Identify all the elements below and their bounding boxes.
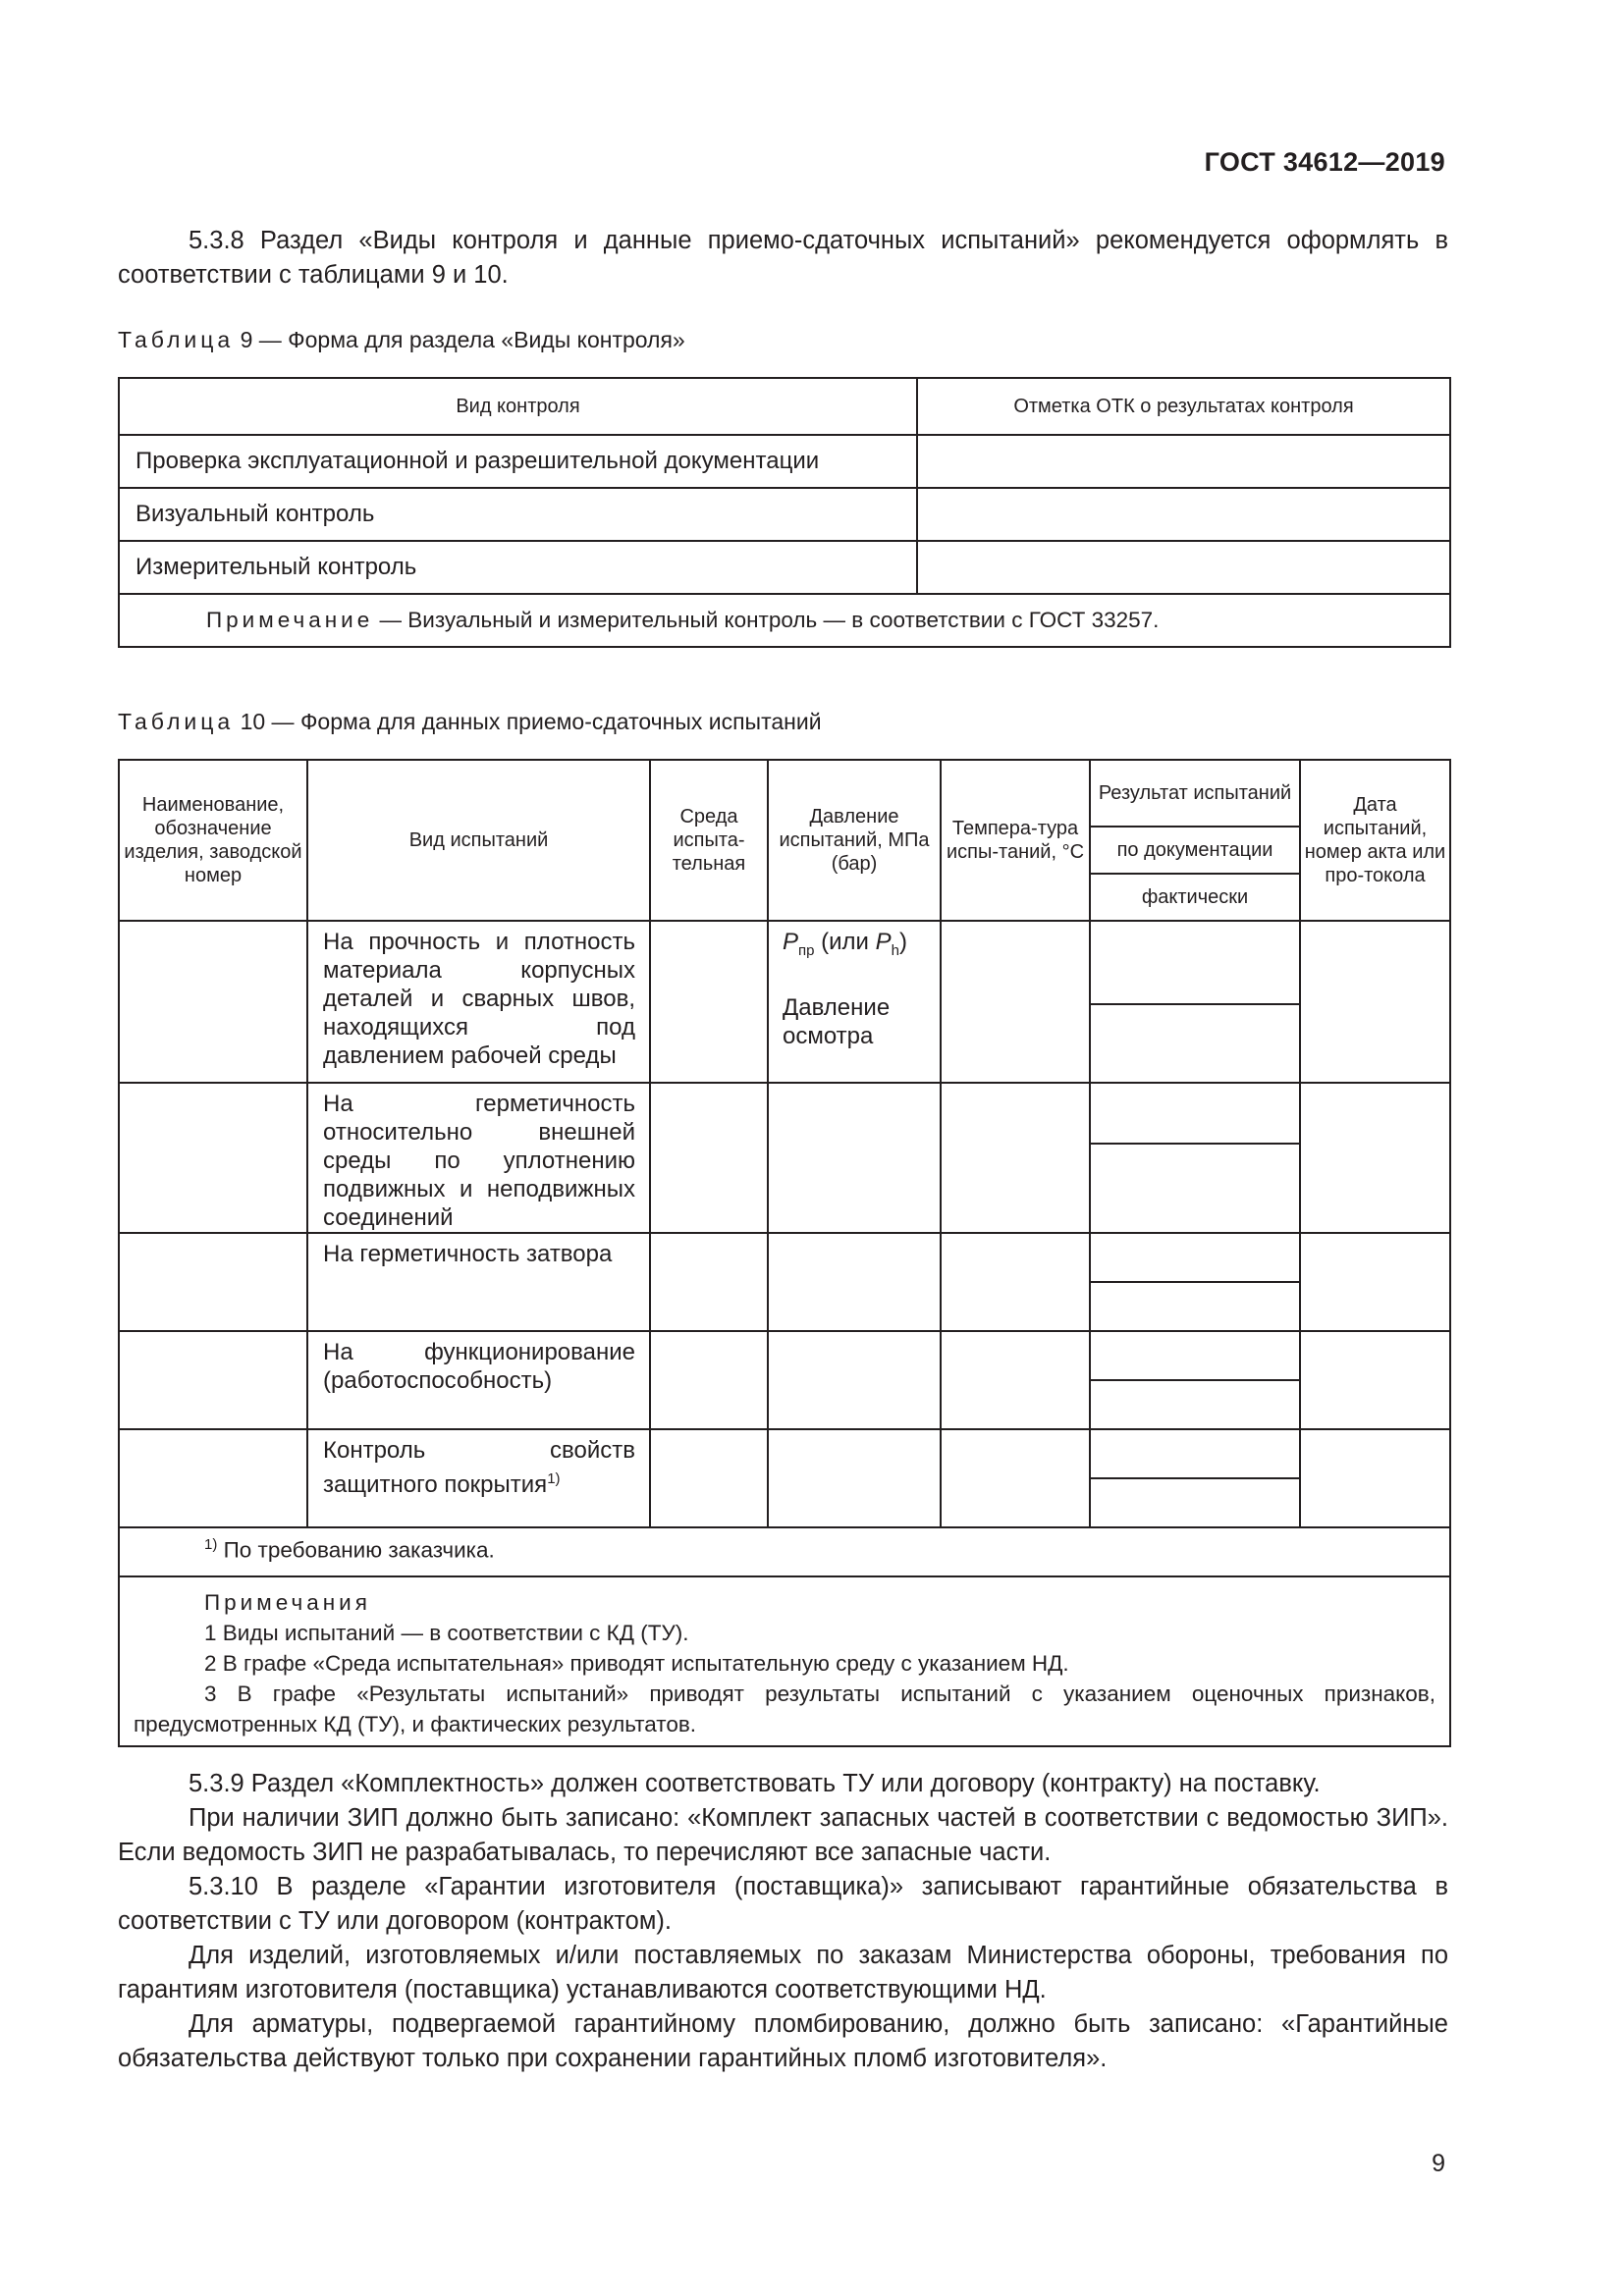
table10-cell-davlenie: [768, 1233, 941, 1331]
table10-cell-date: [1300, 1429, 1450, 1527]
table10-header-davlenie: Давление испытаний, МПа (бар): [768, 760, 941, 921]
table10-cell-temp: [941, 921, 1090, 1083]
table10-cell-date: [1300, 1233, 1450, 1331]
table10-header-vid: Вид испытаний: [307, 760, 650, 921]
note-item: 2 В графе «Среда испытательная» приводят испытательную среду с указанием НД.: [204, 1651, 1069, 1676]
table9: [118, 377, 1451, 648]
table10-cell-result-fact: [1090, 1144, 1300, 1233]
pressure-symbol: $P_{пр}$ (или $P_h$): [783, 929, 907, 959]
notes-title: Примечания: [204, 1590, 371, 1615]
table10-cell-vid: На функционирование (работоспособность): [307, 1331, 650, 1429]
table10-header-result: Результат испытаний: [1090, 760, 1300, 827]
table10-header-result-fact: фактически: [1090, 874, 1300, 921]
paragraph-mod: Для изделий, изготовляемых и/или поставляемых по заказам Министерства обороны, требования по гарантиям изготовителя (поставщика) устанавливаются соответствующими НД.: [118, 1942, 1448, 2003]
table10-cell-sreda: [650, 1331, 768, 1429]
table10-cell-vid: На герметичность затвора: [307, 1233, 650, 1331]
table9-row-label: Проверка эксплуатационной и разрешительной документации: [119, 435, 917, 488]
table10-footnote: [119, 1527, 1450, 1576]
table10-cell-sreda: [650, 1233, 768, 1331]
note-item: 3 В графе «Результаты испытаний» приводят результаты испытаний с указанием оценочных признаков, предусмотренных КД (ТУ), и фактических результатов.: [134, 1682, 1435, 1736]
table10-cell-davlenie: [768, 921, 941, 1083]
table10-cell-result-doc: [1090, 1429, 1300, 1478]
pressure-inspection: Давление осмотра: [783, 993, 891, 1049]
footnote-text: По требованию заказчика.: [217, 1537, 495, 1563]
table9-note-text: — Визуальный и измерительный контроль — в соответствии с ГОСТ 33257.: [373, 608, 1160, 632]
table10-cell-name: [119, 1429, 307, 1527]
table10-cell-date: [1300, 1331, 1450, 1429]
table9-row-mark: [917, 488, 1450, 541]
table9-header-otk: Отметка ОТК о результатах контроля: [917, 378, 1450, 435]
table9-caption-label: Таблица: [118, 327, 235, 352]
table10-notes: [119, 1576, 1450, 1746]
table10-cell-name: [119, 921, 307, 1083]
table9-note: [119, 594, 1450, 647]
table10-cell-result-fact: [1090, 1380, 1300, 1429]
table10-cell-name: [119, 1083, 307, 1233]
table10-cell-sreda: [650, 1083, 768, 1233]
table10-cell-result-doc: [1090, 1331, 1300, 1380]
table10-cell-sreda: [650, 921, 768, 1083]
footnote-ref: 1): [547, 1470, 561, 1487]
table10-cell-result-fact: [1090, 1004, 1300, 1083]
table10-cell-vid: Контроль свойств защитного покрытия$^{1)}$: [307, 1429, 650, 1527]
note-item: 1 Виды испытаний — в соответствии с КД (ТУ).: [204, 1621, 689, 1645]
table9-header-vid: Вид контроля: [119, 378, 917, 435]
page-number: 9: [1432, 2150, 1445, 2177]
table10-cell-davlenie: [768, 1083, 941, 1233]
table10-header-result-doc: по документации: [1090, 827, 1300, 874]
table10-header-temp: Темпера-тура испы-таний, °С: [941, 760, 1090, 921]
table10-caption-label: Таблица: [118, 709, 235, 734]
table10-cell-temp: [941, 1233, 1090, 1331]
table9-caption-title: 9 — Форма для раздела «Виды контроля»: [234, 327, 685, 352]
table9-row-mark: [917, 541, 1450, 594]
table10-cell-date: [1300, 921, 1450, 1083]
section-5-3-10: 5.3.10 В разделе «Гарантии изготовителя (поставщика)» записывают гарантийные обязательства в соответствии с ТУ или договором (контрактом).: [118, 1873, 1448, 1935]
table10-cell-sreda: [650, 1429, 768, 1527]
table10: [118, 759, 1451, 1747]
table10-cell-result-doc: [1090, 1233, 1300, 1282]
table10-cell-result-fact: [1090, 1282, 1300, 1331]
table9-caption: [118, 327, 685, 353]
table10-header-date: Дата испытаний, номер акта или про-токола: [1300, 760, 1450, 921]
table10-cell-vid: На прочность и плотность материала корпусных деталей и сварных швов, находящихся под давлением рабочей среды: [307, 921, 650, 1083]
table10-cell-temp: [941, 1429, 1090, 1527]
table10-header-sreda: Среда испыта-тельная: [650, 760, 768, 921]
table9-row-mark: [917, 435, 1450, 488]
table9-row-label: Измерительный контроль: [119, 541, 917, 594]
footnote-mark: 1): [204, 1536, 218, 1553]
table10-cell-result-fact: [1090, 1478, 1300, 1527]
table10-cell-name: [119, 1233, 307, 1331]
paragraph-seals: Для арматуры, подвергаемой гарантийному пломбированию, должно быть записано: «Гарантийные обязательства действуют только при сохранении гарантийных пломб изготовителя».: [118, 2010, 1448, 2072]
table9-note-label: Примечание: [206, 608, 374, 632]
table10-cell-date: [1300, 1083, 1450, 1233]
table10-cell-temp: [941, 1331, 1090, 1429]
paragraph-zip: При наличии ЗИП должно быть записано: «Комплект запасных частей в соответствии с ведомостью ЗИП». Если ведомость ЗИП не разрабатывалась, то перечисляют все запасные части.: [118, 1804, 1448, 1866]
section-5-3-9: 5.3.9 Раздел «Комплектность» должен соответствовать ТУ или договору (контракту) на поставку.: [189, 1770, 1321, 1797]
table10-cell-result-doc: [1090, 1083, 1300, 1144]
table10-header-name: Наименование, обозначение изделия, заводской номер: [119, 760, 307, 921]
table10-cell-davlenie: [768, 1429, 941, 1527]
table10-caption-title: 10 — Форма для данных приемо-сдаточных испытаний: [234, 709, 822, 734]
section-5-3-8: 5.3.8 Раздел «Виды контроля и данные приемо-сдаточных испытаний» рекомендуется оформлять в соответствии с таблицами 9 и 10.: [118, 227, 1448, 289]
table10-cell-result-doc: [1090, 921, 1300, 1004]
table10-cell-davlenie: [768, 1331, 941, 1429]
table10-caption: [118, 709, 822, 735]
table9-row-label: Визуальный контроль: [119, 488, 917, 541]
table10-cell-vid: На герметичность относительно внешней среды по уплотнению подвижных и неподвижных соединений: [307, 1083, 650, 1233]
document-code: ГОСТ 34612—2019: [1204, 147, 1445, 177]
table10-cell-temp: [941, 1083, 1090, 1233]
table10-cell-name: [119, 1331, 307, 1429]
